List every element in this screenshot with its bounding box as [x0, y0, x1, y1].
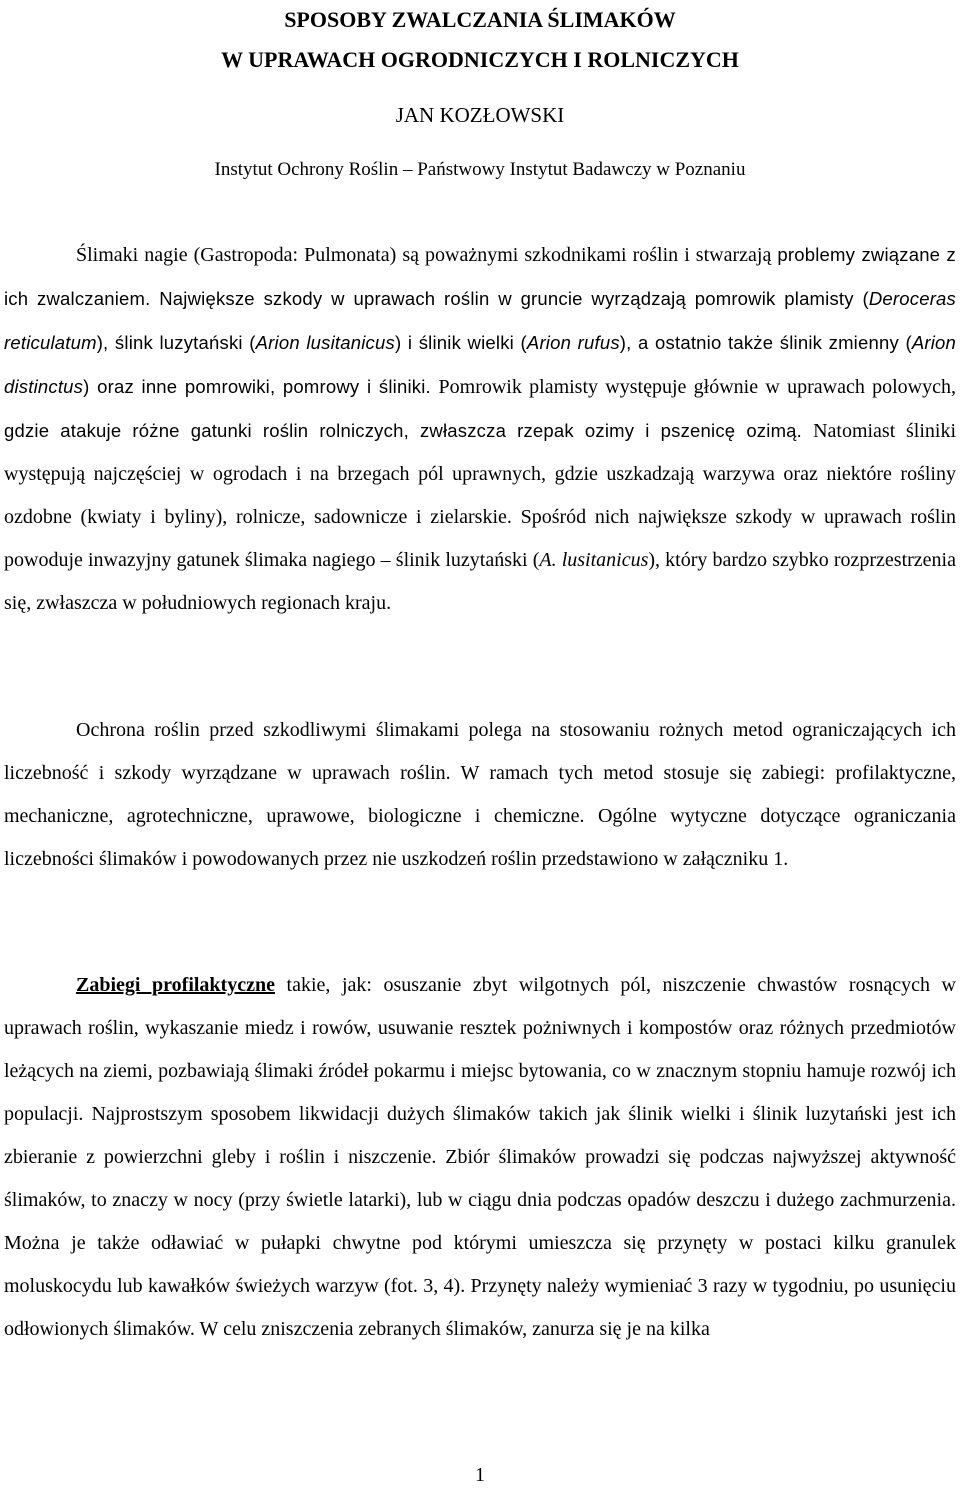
- paragraph-intro: [4, 233, 956, 625]
- title-line-2: W UPRAWACH OGRODNICZYCH I ROLNICZYCH: [221, 47, 739, 72]
- paragraph-methods: Ochrona roślin przed szkodliwymi ślimakami polega na stosowaniu rożnych metod ograniczających ich liczebność i szkody wyrządzane w uprawach roślin. W ramach tych metod stosuje się zabiegi: profilaktyczne, mechaniczne, agrotechniczne, uprawowe, biologiczne i chemiczne. Ogólne wytyczne dotyczące ograniczania liczebności ślimaków i powodowanych przez nie uszkodzeń roślin przedstawiono w załączniku 1.: [4, 719, 956, 870]
- affiliation: Instytut Ochrony Roślin – Państwowy Instytut Badawczy w Poznaniu: [214, 159, 746, 180]
- paragraph-text: ), ślink luzytański (: [96, 332, 256, 353]
- paragraph-text: ), który bardzo szybko rozprzestrzenia się, zwłaszcza w południowych regionach kraju.: [4, 549, 956, 614]
- section-heading: Zabiegi profilaktyczne: [76, 974, 275, 996]
- species-name: Arion distinctus: [4, 332, 957, 397]
- page-number: 1: [475, 1464, 485, 1486]
- paragraph-prophylactic: [4, 964, 956, 1351]
- paragraph-text: ) i ślinik wielki (: [394, 332, 527, 353]
- paragraph-text: takie, jak: osuszanie zbyt wilgotnych pól, niszczenie chwastów rosnących w uprawach roślin, wykaszanie miedz i rowów, usuwanie resztek pożniwnych i kompostów oraz różnych przedmiotów leżących na ziemi, pozbawiają ślimaki źródeł pokarmu i miejsc bytowania, co w znacznym stopniu hamuje rozwój ich populacji. Najprostszym sposobem likwidacji dużych ślimaków takich jak ślinik wielki i ślinik luzytański jest ich zbieranie z powierzchni gleby i roślin i niszczenie. Zbiór ślimaków prowadzi się podczas najwyższej aktywność ślimaków, to znaczy w nocy (przy świetle latarki), lub w ciągu dnia podczas opadów deszczu i dużego zachmurzenia. Można je także odławiać w pułapki chwytne pod którymi umieszcza się przynęty w postaci kilku granulek moluskocydu lub kawałków świeżych warzyw (fot. 3, 4). Przynęty należy wymieniać 3 razy w tygodniu, po usunięciu odłowionych ślimaków. W celu zniszczenia zebranych ślimaków, zanurza się je na kilka: [4, 974, 956, 1340]
- paragraph-text: problemy związane z ich zwalczaniem. Największe szkody w uprawach roślin w gruncie wyrządzają pomrowik plamisty (: [4, 244, 956, 309]
- species-name: Arion lusitanicus: [255, 332, 395, 353]
- title-line-1: SPOSOBY ZWALCZANIA ŚLIMAKÓW: [284, 7, 676, 32]
- paragraph-text: Pomrowik plamisty występuje głównie w uprawach polowych,: [438, 376, 956, 398]
- paragraph-text: Ślimaki nagie (Gastropoda: Pulmonata) są poważnymi szkodnikami roślin i stwarzają: [76, 244, 778, 266]
- paragraph-text: ), a ostatnio także ślinik zmienny (: [619, 332, 912, 353]
- species-name: Deroceras reticulatum: [4, 288, 956, 353]
- paragraph-text: Natomiast śliniki występują najczęściej w ogrodach i na brzegach pól uprawnych, gdzie uszkadzają warzywa oraz niektóre rośliny ozdobne (kwiaty i byliny), rolnicze, sadownicze i zielarskie. Spośród nich największe szkody w uprawach roślin powoduje inwazyjny gatunek ślimaka nagiego – ślinik luzytański (: [4, 420, 956, 571]
- document-page: [4, 0, 956, 1492]
- paragraph-text: gdzie atakuje różne gatunki roślin rolniczych, zwłaszcza rzepak ozimy i pszenicę ozimą.: [4, 420, 814, 441]
- species-name: A. lusitanicus: [539, 549, 649, 571]
- species-name: Arion rufus: [526, 332, 620, 353]
- author-name: JAN KOZŁOWSKI: [395, 103, 565, 127]
- paragraph-text: ) oraz inne pomrowiki, pomrowy i śliniki.: [83, 376, 439, 397]
